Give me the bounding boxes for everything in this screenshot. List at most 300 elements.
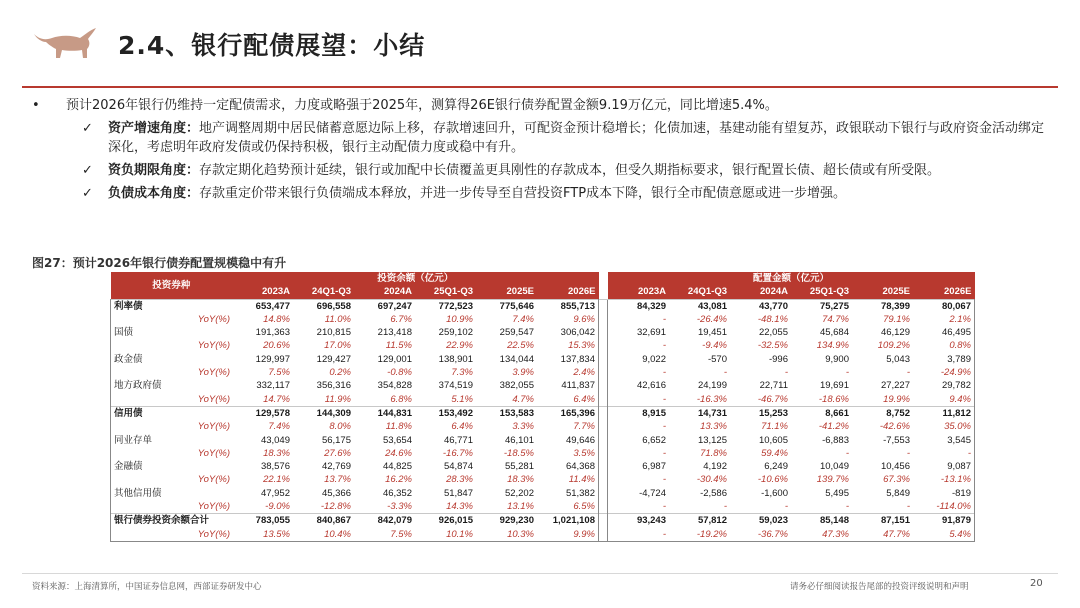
page-number: 20 (1030, 578, 1043, 589)
allocation-cell: -30.4% (696, 474, 727, 486)
balance-cell: 22.5% (507, 340, 534, 352)
balance-cell: 15.3% (537, 339, 599, 352)
balance-cell: 259,102 (438, 327, 473, 339)
balance-cell: 354,828 (377, 380, 412, 392)
balance-cell: 18.3% (507, 474, 534, 486)
table-row (111, 299, 975, 313)
balance-cell: 0.2% (329, 367, 351, 379)
allocation-cell: - (608, 500, 670, 514)
balance-cell: 210,815 (316, 327, 351, 339)
allocation-cell: 5,495 (825, 487, 849, 499)
allocation-cell: 43,770 (730, 299, 791, 313)
year-header: 2024A (730, 285, 791, 299)
balance-cell: 213,418 (377, 327, 412, 339)
row-label: 信用债 (111, 406, 233, 420)
year-header: 2026E (913, 285, 975, 299)
year-header: 2026E (537, 285, 599, 299)
column-gap (599, 500, 608, 514)
table-row (111, 434, 975, 447)
allocation-cell: 2.1% (913, 313, 975, 326)
allocation-cell: 57,812 (669, 514, 730, 528)
allocation-cell: 93,243 (608, 514, 670, 528)
allocation-cell: - (845, 447, 849, 459)
balance-cell: 44,825 (382, 461, 412, 473)
column-gap (599, 339, 608, 352)
allocation-cell: 13.3% (700, 421, 727, 433)
check-icon: ✓ (82, 163, 93, 178)
balance-cell: 46,352 (382, 487, 412, 499)
yoy-row (111, 393, 975, 407)
row-label: 地方政府债 (111, 379, 233, 392)
balance-cell: 55,281 (504, 461, 534, 473)
yoy-row (111, 420, 975, 433)
balance-cell: 6.8% (390, 393, 412, 405)
row-label: 金融债 (111, 460, 233, 473)
balance-cell: 11.4% (537, 473, 599, 486)
allocation-cell: - (608, 528, 670, 542)
allocation-cell: 47.3% (791, 528, 852, 542)
check-item-label: 负债成本角度： (108, 186, 200, 201)
balance-cell: 8.0% (329, 421, 351, 433)
bond-allocation-table (110, 272, 975, 542)
allocation-cell: -24.9% (913, 366, 975, 379)
allocation-cell: - (906, 367, 910, 379)
allocation-cell: 3,789 (913, 353, 975, 366)
balance-cell: 929,230 (476, 514, 537, 528)
allocation-cell: 24,199 (697, 380, 727, 392)
balance-cell: 14.8% (263, 313, 290, 325)
allocation-cell: 67.3% (883, 474, 910, 486)
balance-cell: 38,576 (260, 461, 290, 473)
allocation-cell: - (723, 367, 727, 379)
balance-cell: 783,055 (232, 514, 293, 528)
balance-cell: 6.4% (537, 393, 599, 407)
row-label: 利率债 (111, 299, 233, 313)
allocation-cell: 84,329 (608, 299, 670, 313)
allocation-cell: 10,456 (880, 461, 910, 473)
allocation-cell: - (608, 420, 670, 433)
allocation-cell: - (784, 367, 788, 379)
allocation-cell: - (608, 393, 670, 407)
allocation-cell: -48.1% (757, 313, 788, 325)
balance-cell: 3.3% (512, 421, 534, 433)
balance-cell: 842,079 (354, 514, 415, 528)
footer-divider (22, 573, 1058, 574)
balance-cell: 14.3% (446, 501, 473, 513)
allocation-cell: 47.7% (852, 528, 913, 542)
balance-cell: 10.3% (476, 528, 537, 542)
yoy-row (111, 313, 975, 326)
balance-cell: -9.0% (265, 501, 290, 513)
column-gap (599, 420, 608, 433)
table-row (111, 406, 975, 420)
allocation-cell: -6,883 (822, 434, 849, 446)
balance-cell: 137,834 (537, 353, 599, 366)
allocation-cell: 85,148 (791, 514, 852, 528)
balance-cell: -16.7% (442, 447, 473, 459)
allocation-cell: 9.4% (913, 393, 975, 407)
balance-cell: 411,837 (537, 379, 599, 392)
yoy-row (111, 366, 975, 379)
row-label: 国债 (111, 326, 233, 339)
balance-cell: 697,247 (354, 299, 415, 313)
yoy-row (111, 473, 975, 486)
allocation-cell: -26.4% (696, 313, 727, 325)
check-item (30, 161, 1050, 180)
balance-cell: 11.8% (385, 421, 412, 433)
balance-cell: 18.3% (263, 447, 290, 459)
allocation-cell: - (608, 366, 670, 379)
balance-cell: 27.6% (324, 447, 351, 459)
allocation-cell: 5,043 (886, 353, 910, 365)
bullet-dot-icon: • (32, 98, 40, 113)
balance-cell: 28.3% (446, 474, 473, 486)
column-gap (599, 406, 608, 420)
balance-cell: 7.5% (354, 528, 415, 542)
allocation-cell: - (608, 339, 670, 352)
row-label: 政金债 (111, 353, 233, 366)
allocation-cell: 27,227 (880, 380, 910, 392)
balance-cell: 7.3% (451, 367, 473, 379)
balance-cell: 13.1% (507, 501, 534, 513)
check-item-body: 存款定期化趋势预计延续，银行或加配中长债覆盖更具刚性的存款成本，但受久期指标要求，银行配置长债、超长债或有所受限。 (199, 163, 941, 178)
balance-group-header: 投资余额（亿元） (232, 272, 599, 285)
allocation-cell: - (845, 501, 849, 513)
balance-cell: 9.9% (537, 528, 599, 542)
allocation-cell: -996 (768, 353, 788, 365)
balance-cell: 382,055 (499, 380, 534, 392)
bull-logo-icon (30, 22, 100, 62)
balance-cell: 306,042 (537, 326, 599, 339)
column-gap (599, 528, 608, 542)
allocation-cell: 22,055 (758, 327, 788, 339)
yoy-label: YoY(%) (111, 339, 233, 352)
balance-cell: 772,523 (415, 299, 476, 313)
balance-cell: 64,368 (537, 460, 599, 473)
balance-cell: 259,547 (499, 327, 534, 339)
allocation-cell: 79.1% (883, 313, 910, 325)
allocation-cell: 134.9% (816, 340, 849, 352)
balance-cell: 653,477 (232, 299, 293, 313)
allocation-cell: -16.3% (696, 393, 727, 405)
disclaimer-note: 请务必仔细阅读报告尾部的投资评级说明和声明 (790, 582, 969, 592)
category-header: 投资券种 (111, 272, 233, 299)
allocation-cell: 14,731 (669, 406, 730, 420)
check-item-body: 存款重定价带来银行负债端成本释放，并进一步传导至自营投资FTP成本下降，银行全市配债意愿或进一步增强。 (199, 186, 847, 201)
allocation-cell: -41.2% (818, 421, 849, 433)
year-header: 25Q1-Q3 (791, 285, 852, 299)
balance-cell: 10.1% (415, 528, 476, 542)
check-item (30, 119, 1050, 157)
balance-cell: 10.9% (446, 313, 473, 325)
balance-cell: 7.7% (537, 420, 599, 433)
allocation-cell: 8,752 (852, 406, 913, 420)
balance-cell: 22.9% (446, 340, 473, 352)
balance-cell: 13.5% (232, 528, 293, 542)
column-gap (599, 447, 608, 460)
balance-cell: 47,952 (260, 487, 290, 499)
column-gap (599, 487, 608, 500)
allocation-cell: -7,553 (883, 434, 910, 446)
balance-cell: 22.1% (263, 474, 290, 486)
yoy-label: YoY(%) (111, 447, 233, 460)
balance-cell: 51,382 (537, 487, 599, 500)
column-gap (599, 326, 608, 339)
table-row (111, 379, 975, 392)
allocation-cell: 32,691 (608, 326, 670, 339)
balance-cell: 144,831 (354, 406, 415, 420)
allocation-cell: 43,081 (669, 299, 730, 313)
balance-cell: 6.5% (537, 500, 599, 514)
column-gap (599, 353, 608, 366)
allocation-cell: 0.8% (913, 339, 975, 352)
balance-cell: 43,049 (260, 434, 290, 446)
allocation-cell: 139.7% (816, 474, 849, 486)
balance-cell: 24.6% (385, 447, 412, 459)
allocation-cell: 59.4% (761, 447, 788, 459)
balance-cell: 332,117 (256, 380, 290, 392)
check-item-text (108, 184, 846, 203)
balance-cell: 14.7% (263, 393, 290, 405)
balance-cell: -3.3% (387, 501, 412, 513)
allocation-cell: 46,495 (913, 326, 975, 339)
yoy-label: YoY(%) (111, 420, 233, 433)
balance-cell: 138,901 (438, 353, 473, 365)
balance-cell: 46,101 (504, 434, 534, 446)
balance-cell: 5.1% (451, 393, 473, 405)
balance-cell: 129,001 (377, 353, 412, 365)
balance-cell: 2.4% (537, 366, 599, 379)
allocation-cell: 46,129 (880, 327, 910, 339)
yoy-row (111, 447, 975, 460)
balance-cell: 11.5% (385, 340, 412, 352)
table-row (111, 326, 975, 339)
balance-cell: 51,847 (443, 487, 473, 499)
balance-cell: 10.4% (293, 528, 354, 542)
allocation-cell: 19,451 (697, 327, 727, 339)
check-icon: ✓ (82, 121, 93, 136)
balance-cell: 153,492 (415, 406, 476, 420)
balance-cell: 129,427 (316, 353, 351, 365)
balance-cell: 165,396 (537, 406, 599, 420)
allocation-cell: 19,691 (819, 380, 849, 392)
year-header: 2023A (232, 285, 293, 299)
balance-cell: 11.9% (324, 393, 351, 405)
allocation-cell: -19.2% (669, 528, 730, 542)
column-gap (599, 460, 608, 473)
allocation-cell: 9,900 (825, 353, 849, 365)
balance-cell: 775,646 (476, 299, 537, 313)
allocation-cell: - (608, 313, 670, 326)
allocation-cell: 9,087 (913, 460, 975, 473)
balance-cell: 6.4% (451, 421, 473, 433)
allocation-cell: -570 (707, 353, 727, 365)
allocation-cell: 35.0% (913, 420, 975, 433)
year-header: 2023A (608, 285, 670, 299)
allocation-cell: - (906, 447, 910, 459)
balance-cell: 11.0% (324, 313, 351, 325)
table-row (111, 353, 975, 366)
check-icon: ✓ (82, 186, 93, 201)
allocation-cell: -46.7% (757, 393, 788, 405)
yoy-label: YoY(%) (111, 366, 233, 379)
table-group-header-row (111, 272, 975, 285)
balance-cell: 49,646 (537, 434, 599, 447)
balance-cell: 7.5% (268, 367, 290, 379)
allocation-cell: 42,616 (608, 379, 670, 392)
allocation-cell: 19.9% (883, 393, 910, 405)
check-item-text (108, 119, 1050, 157)
check-item-text (108, 161, 940, 180)
yoy-row (111, 339, 975, 352)
allocation-cell: -9.4% (702, 340, 727, 352)
balance-cell: 153,583 (476, 406, 537, 420)
balance-cell: 42,769 (321, 461, 351, 473)
balance-cell: 16.2% (385, 474, 412, 486)
balance-cell: 20.6% (263, 340, 290, 352)
balance-cell: 13.7% (324, 474, 351, 486)
balance-cell: -0.8% (387, 367, 412, 379)
table-row (111, 460, 975, 473)
balance-cell: 56,175 (321, 434, 351, 446)
main-bullet-text: 预计2026年银行仍维持一定配债需求，力度或略强于2025年，测算得26E银行债券配置金额9.19万亿元，同比增速5.4%。 (66, 98, 778, 113)
allocation-cell: 10,049 (819, 461, 849, 473)
allocation-cell: 71.1% (761, 421, 788, 433)
year-header: 24Q1-Q3 (669, 285, 730, 299)
balance-cell: 53,654 (382, 434, 412, 446)
column-gap (599, 393, 608, 407)
allocation-cell: 29,782 (913, 379, 975, 392)
allocation-cell: 4,192 (703, 461, 727, 473)
allocation-cell: - (608, 447, 670, 460)
balance-cell: 3.5% (537, 447, 599, 460)
balance-cell: 855,713 (537, 299, 599, 313)
row-label: 其他信用债 (111, 487, 233, 500)
balance-cell: -12.8% (320, 501, 351, 513)
allocation-cell: 59,023 (730, 514, 791, 528)
balance-cell: 144,309 (293, 406, 354, 420)
allocation-cell: -10.6% (757, 474, 788, 486)
allocation-cell: -13.1% (913, 473, 975, 486)
balance-cell: 1,021,108 (537, 514, 599, 528)
allocation-cell: -1,600 (761, 487, 788, 499)
allocation-cell: 45,684 (819, 327, 849, 339)
allocation-cell: - (913, 447, 975, 460)
balance-cell: 54,874 (443, 461, 473, 473)
balance-cell: 374,519 (438, 380, 473, 392)
balance-cell: 17.0% (324, 340, 351, 352)
table-year-header-row (111, 285, 975, 299)
balance-cell: 52,202 (504, 487, 534, 499)
year-header: 2024A (354, 285, 415, 299)
check-item-label: 资负期限角度： (108, 163, 200, 178)
allocation-cell: -114.0% (913, 500, 975, 514)
balance-cell: 926,015 (415, 514, 476, 528)
allocation-cell: 91,879 (913, 514, 975, 528)
year-header: 2025E (852, 285, 913, 299)
allocation-cell: 5.4% (913, 528, 975, 542)
allocation-cell: 10,605 (758, 434, 788, 446)
table-row (111, 514, 975, 528)
column-gap (599, 366, 608, 379)
allocation-cell: 15,253 (730, 406, 791, 420)
allocation-cell: - (784, 501, 788, 513)
check-item-label: 资产增速角度： (108, 121, 200, 136)
year-header: 25Q1-Q3 (415, 285, 476, 299)
table-body (111, 299, 975, 541)
balance-cell: 696,558 (293, 299, 354, 313)
yoy-label: YoY(%) (111, 313, 233, 326)
allocation-cell: 6,652 (608, 434, 670, 447)
balance-cell: 45,366 (321, 487, 351, 499)
allocation-cell: - (906, 501, 910, 513)
row-label: 银行债券投资余额合计 (111, 514, 233, 528)
column-gap (599, 299, 608, 313)
allocation-cell: 80,067 (913, 299, 975, 313)
balance-cell: 6.7% (390, 313, 412, 325)
allocation-cell: 74.7% (822, 313, 849, 325)
balance-cell: 7.4% (268, 421, 290, 433)
allocation-cell: - (723, 501, 727, 513)
allocation-cell: 6,249 (764, 461, 788, 473)
check-item-body: 地产调整周期中居民储蓄意愿边际上移，存款增速回升，可配资金预计稳增长；化债加速，基建动能有望复苏，政银联动下银行与政府资金活动绑定深化，考虑明年政府发债或仍保持积极，银行主动配债力度或稳中有升。 (108, 121, 1045, 155)
allocation-cell: -42.6% (879, 421, 910, 433)
allocation-group-header: 配置金额（亿元） (608, 272, 975, 285)
allocation-cell: 13,125 (697, 434, 727, 446)
title-divider (22, 86, 1058, 88)
year-header: 2025E (476, 285, 537, 299)
column-gap (599, 313, 608, 326)
allocation-cell: -4,724 (608, 487, 670, 500)
allocation-cell: 22,711 (759, 380, 788, 392)
balance-cell: 356,316 (316, 380, 351, 392)
allocation-cell: 8,915 (608, 406, 670, 420)
balance-cell: 3.9% (512, 367, 534, 379)
balance-cell: 129,997 (255, 353, 290, 365)
yoy-row (111, 528, 975, 542)
allocation-cell: 109.2% (877, 340, 910, 352)
balance-cell: 840,867 (293, 514, 354, 528)
allocation-cell: 8,661 (791, 406, 852, 420)
column-gap (599, 434, 608, 447)
table-row (111, 487, 975, 500)
allocation-cell: -2,586 (700, 487, 727, 499)
balance-cell: -18.5% (503, 447, 534, 459)
summary-bullets (30, 96, 1050, 207)
allocation-cell: 78,399 (852, 299, 913, 313)
allocation-cell: -18.6% (818, 393, 849, 405)
column-gap (599, 514, 608, 528)
balance-cell: 191,363 (255, 327, 290, 339)
balance-cell: 7.4% (512, 313, 534, 325)
allocation-cell: - (608, 473, 670, 486)
allocation-cell: 11,812 (913, 406, 975, 420)
allocation-cell: 6,987 (608, 460, 670, 473)
allocation-cell: 87,151 (852, 514, 913, 528)
figure-title: 图27：预计2026年银行债券配置规模稳中有升 (32, 256, 287, 270)
check-item (30, 184, 1050, 203)
yoy-label: YoY(%) (111, 500, 233, 514)
source-note: 资料来源：上海清算所，中国证券信息网，西部证券研发中心 (32, 582, 262, 592)
allocation-cell: 5,849 (886, 487, 910, 499)
allocation-cell: 9,022 (608, 353, 670, 366)
yoy-row (111, 500, 975, 514)
allocation-cell: -819 (913, 487, 975, 500)
main-bullet (30, 96, 1050, 115)
balance-cell: 129,578 (232, 406, 293, 420)
balance-cell: 9.6% (537, 313, 599, 326)
column-gap (599, 379, 608, 392)
